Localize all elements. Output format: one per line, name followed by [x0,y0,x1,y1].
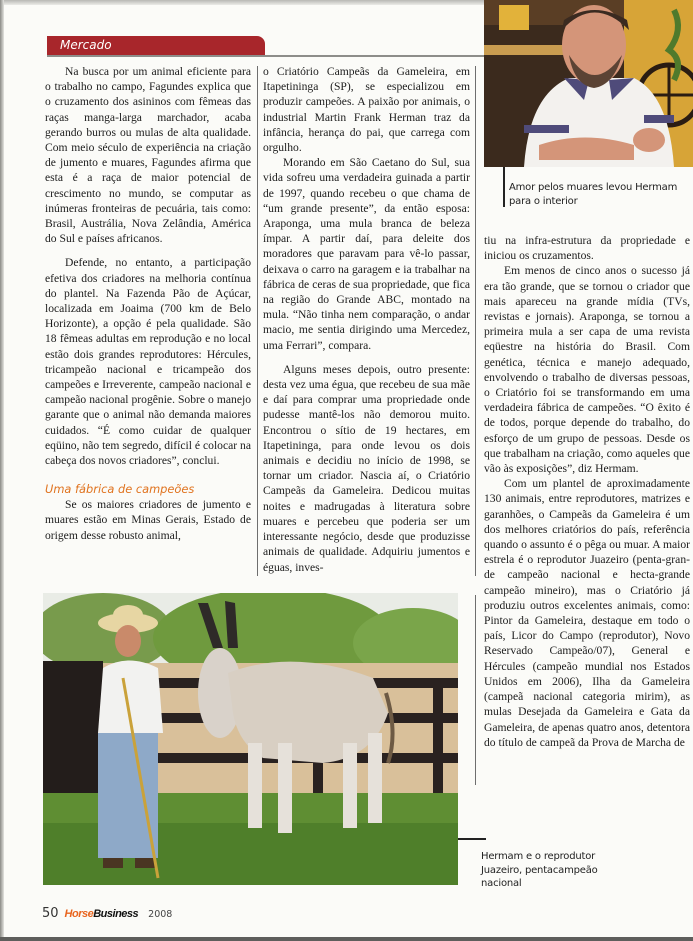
paragraph: Se os maiores criadores de jumento e muares estão em Minas Gerais, Estado de origem desse robusto animal, [45,498,251,542]
paragraph: Morando em São Caetano do Sul, sua vida sofreu uma verdadeira guinada a partir de 1997, quando recebeu o que chama de “um grande presente”, da então esposa: Araponga, uma mula branca de beleza ímpar. A partir daí, para deleite dos moradores que paravam para vê-lo passar, deixava o carro na garagem e ia trabalhar na fábrica de ceras de sua propriedade, que fica na região do Grande ABC, montado na mula. “Não tinha nem comparação, o andar macio, me sentia dirigindo uma Mercedez, uma Ferrari”, compara. [263,156,470,352]
caption-pointer-line [503,167,505,207]
photo-caption: Amor pelos muares levou Hermam para o interior [509,182,678,207]
donkey-photo-illustration [43,593,458,885]
page-footer [42,906,172,924]
column-divider [475,66,476,576]
paragraph: Com um plantel de aproximadamente 130 animais, entre reprodutores, matrizes e garanhões, o Campeãs da Gameleira é um dos melhores criatórios do país, referência quando o assunto é o pêga ou muar. A maior estrela é o reprodutor Juazeiro (penta-grande campeão nacional e hecta-grande campeão mineiro), mas o Criatório já produziu outros excelentes animais, como: Pintor da Gameleira, destaque em todo o país, Licor do Campo (reprodutor), Novo Reservado Campeão/07), General e Hércules (campeão mundial nos Estados Unidos em 2006), Ilha da Gameleira (campeã nacional categoria mirim), as mulas Desejada da Gameleira e Gata da Gameleira, de apenas quatro anos, detentora do título de campeã da Prova de Marcha de [484,477,690,749]
logo-part-horse: Horse [64,908,94,920]
section-tab: Mercado [47,36,265,55]
caption-pointer-line [458,838,486,840]
paragraph: Defende, no entanto, a participação efetiva dos criadores na melhoria contínua do plantel. Na Fazenda Pão de Açúcar, localizada em Joaima (700 km de Belo Horizonte), a opção é pela qualidade. São 18 fêmeas adultas em reprodução e no local estão dois grandes reprodutores: Hércules, tricampeão nacional e tricampeão dos campeões e Irreverente, campeão nacional e campeão nacional progênie. Sobre o manejo garante que o animal não demanda maiores cuidados. “É como cuidar de qualquer eqüino, não tem segredo, difícil é colocar na cabeça dos novos criadores”, conclui. [45,256,251,468]
column-divider [257,66,258,576]
portrait-photo [484,0,693,167]
paragraph: Em menos de cinco anos o sucesso já era tão grande, que se tornou o criador que mais apareceu na grande mídia (TVs, revistas e jornais). Araponga, se tornou a primeira mula a ser capa de uma revista eqüestre na história do Brasil. Com genética, técnica e manejo adequado, envolvendo o trabalho de diversas pessoas, o Criatório foi se transformando em uma verdadeira fábrica de campeões. “O êxito é de todos, porque depende do trabalho, do esforço de um grupo de pessoas. Desde os que trabalham na criação, como aqueles que vão às exposições”, diz Hermam. [484,264,690,476]
article-column-1 [45,64,251,543]
page-binding-edge [0,0,4,941]
article-column-2 [263,64,470,575]
paragraph: tiu na infra-estrutura da propriedade e iniciou os cruzamentos. [484,234,690,263]
subheading: Uma fábrica de campeões [45,482,195,497]
photo-caption: Hermam e o reprodutor Juazeiro, pentacampeão nacional [481,851,598,889]
article-column-3 [484,233,690,750]
magazine-logo [65,908,139,920]
section-rule [47,55,484,57]
paragraph: Na busca por um animal eficiente para o trabalho no campo, Fagundes explica que o cruzamento dos asininos com fêmeas das raças manga-larga marchador, acaba gerando burros ou mulas de alta qualidade. Com meio século de experiência na criação de jumento e muares, Fagundes afirma que esta é a raça de maior potencial de crescimento no mundo, se computar as inúmeras fronteiras de pecuária, tais como: Brasil, Austrália, Nova Zelândia, América do Sul e países africanos. [45,65,251,246]
page-number: 50 [42,906,59,921]
page-bottom-edge [0,937,693,941]
issue-year: 2008 [148,909,173,920]
column-divider [475,595,476,785]
paragraph: o Criatório Campeãs da Gameleira, em Itapetininga (SP), se especializou em produzir campeões. A paixão por animais, o industrial Martin Frank Herman traz da infância, herança do pai, que carrega com orgulho. [263,65,470,155]
portrait-photo-illustration [484,0,693,167]
donkey-photo [43,593,458,885]
paragraph: Alguns meses depois, outro presente: desta vez uma égua, que recebeu de sua mãe e daí para comprar uma propriedade onde pudesse mantê-los não demorou muito. Encontrou o sítio de 19 hectares, em Itapetininga, para onde levou os dois animais e decidiu no início de 1998, se tornar um criador. Nascia aí, o Criatório Campeãs da Gameleira. Dedicou muitas noites e madrugadas à literatura sobre muares e percebeu que poderia ser um interessante negócio, desde que produzisse animais de qualidade. Adquiriu jumentos e éguas, inves- [263,362,470,574]
logo-part-business: Business [93,908,139,920]
